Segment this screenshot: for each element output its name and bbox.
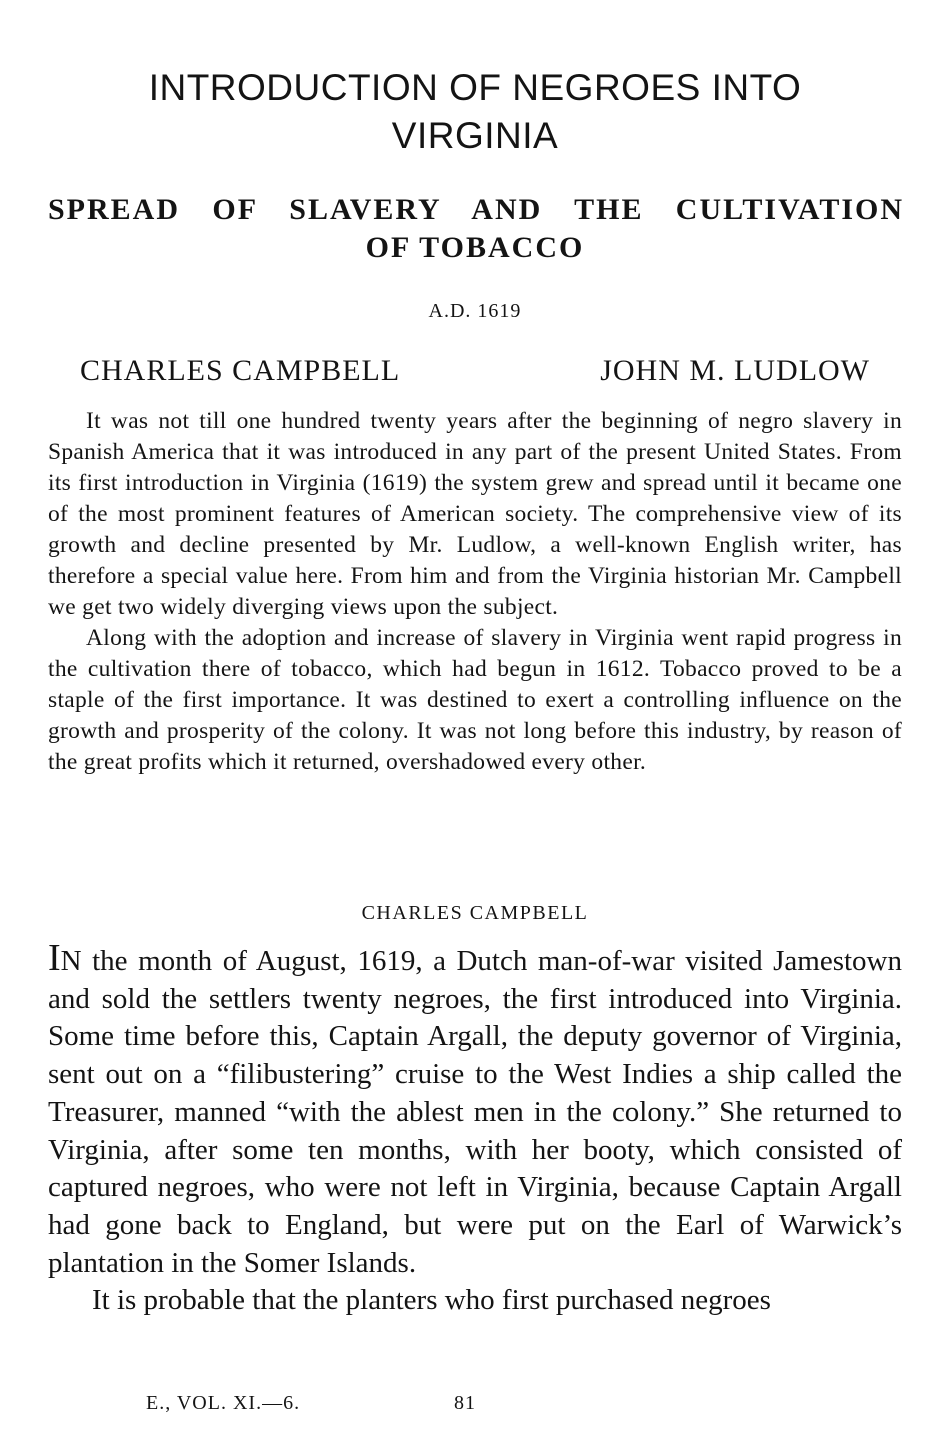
page-title-line-2: VIRGINIA (391, 115, 559, 156)
editorial-introduction (48, 406, 902, 778)
section-heading: CHARLES CAMPBELL (361, 902, 589, 924)
page-footer (0, 1392, 950, 1422)
intro-paragraph-1: It was not till one hundred twenty years after the beginning of negro slavery in Spanish America that it was introduced in any part of the present United States. From its first introduction in Virginia (1619) the system grew and spread until it became one of the most prominent features of American society. The comprehensive view of its growth and decline presented by Mr. Ludlow, a well-known English writer, has therefore a special value here. From him and from the Virginia historian Mr. Campbell we get two widely diverging views upon the subject. (48, 408, 902, 620)
date-line: A.D. 1619 (428, 300, 522, 322)
subtitle-line-2: OF TOBACCO (365, 231, 585, 264)
page-number: 81 (454, 1392, 476, 1414)
body-paragraph-2: It is probable that the planters who first purchased negroes (92, 1284, 771, 1317)
author-ludlow: JOHN M. LUDLOW (600, 354, 870, 387)
author-campbell: CHARLES CAMPBELL (80, 354, 401, 387)
signature-mark: E., VOL. XI.—6. (146, 1392, 301, 1414)
page-title-line-1: INTRODUCTION OF NEGROES INTO (148, 67, 802, 108)
main-text (48, 937, 902, 1320)
intro-paragraph-2: Along with the adoption and increase of slavery in Virginia went rapid progress in the cultivation there of tobacco, which had begun in 1612. Tobacco proved to be a staple of the first importance. It was destined to exert a controlling influence on the growth and prosperity of the colony. It was not long before this industry, by reason of the great profits which it returned, overshadowed every other. (48, 625, 902, 775)
body-paragraph-1: IN the month of August, 1619, a Dutch man-of-war visited Jamestown and sold the settlers twenty negroes, the first introduced into Virginia. Some time before this, Captain Argall, the deputy governor of Virginia, sent out on a “filibustering” cruise to the West Indies a ship called the Treasurer, manned “with the ablest men in the colony.” She returned to Virginia, after some ten months, with her booty, which consisted of captured negroes, who were not left in Virginia, because Captain Argall had gone back to England, but were put on the Earl of Warwick’s plantation in the Somer Islands. (48, 937, 902, 1279)
authors-line (80, 354, 870, 394)
subtitle-line-1: SPREAD OF SLAVERY AND THE CULTIVATION (48, 193, 904, 226)
